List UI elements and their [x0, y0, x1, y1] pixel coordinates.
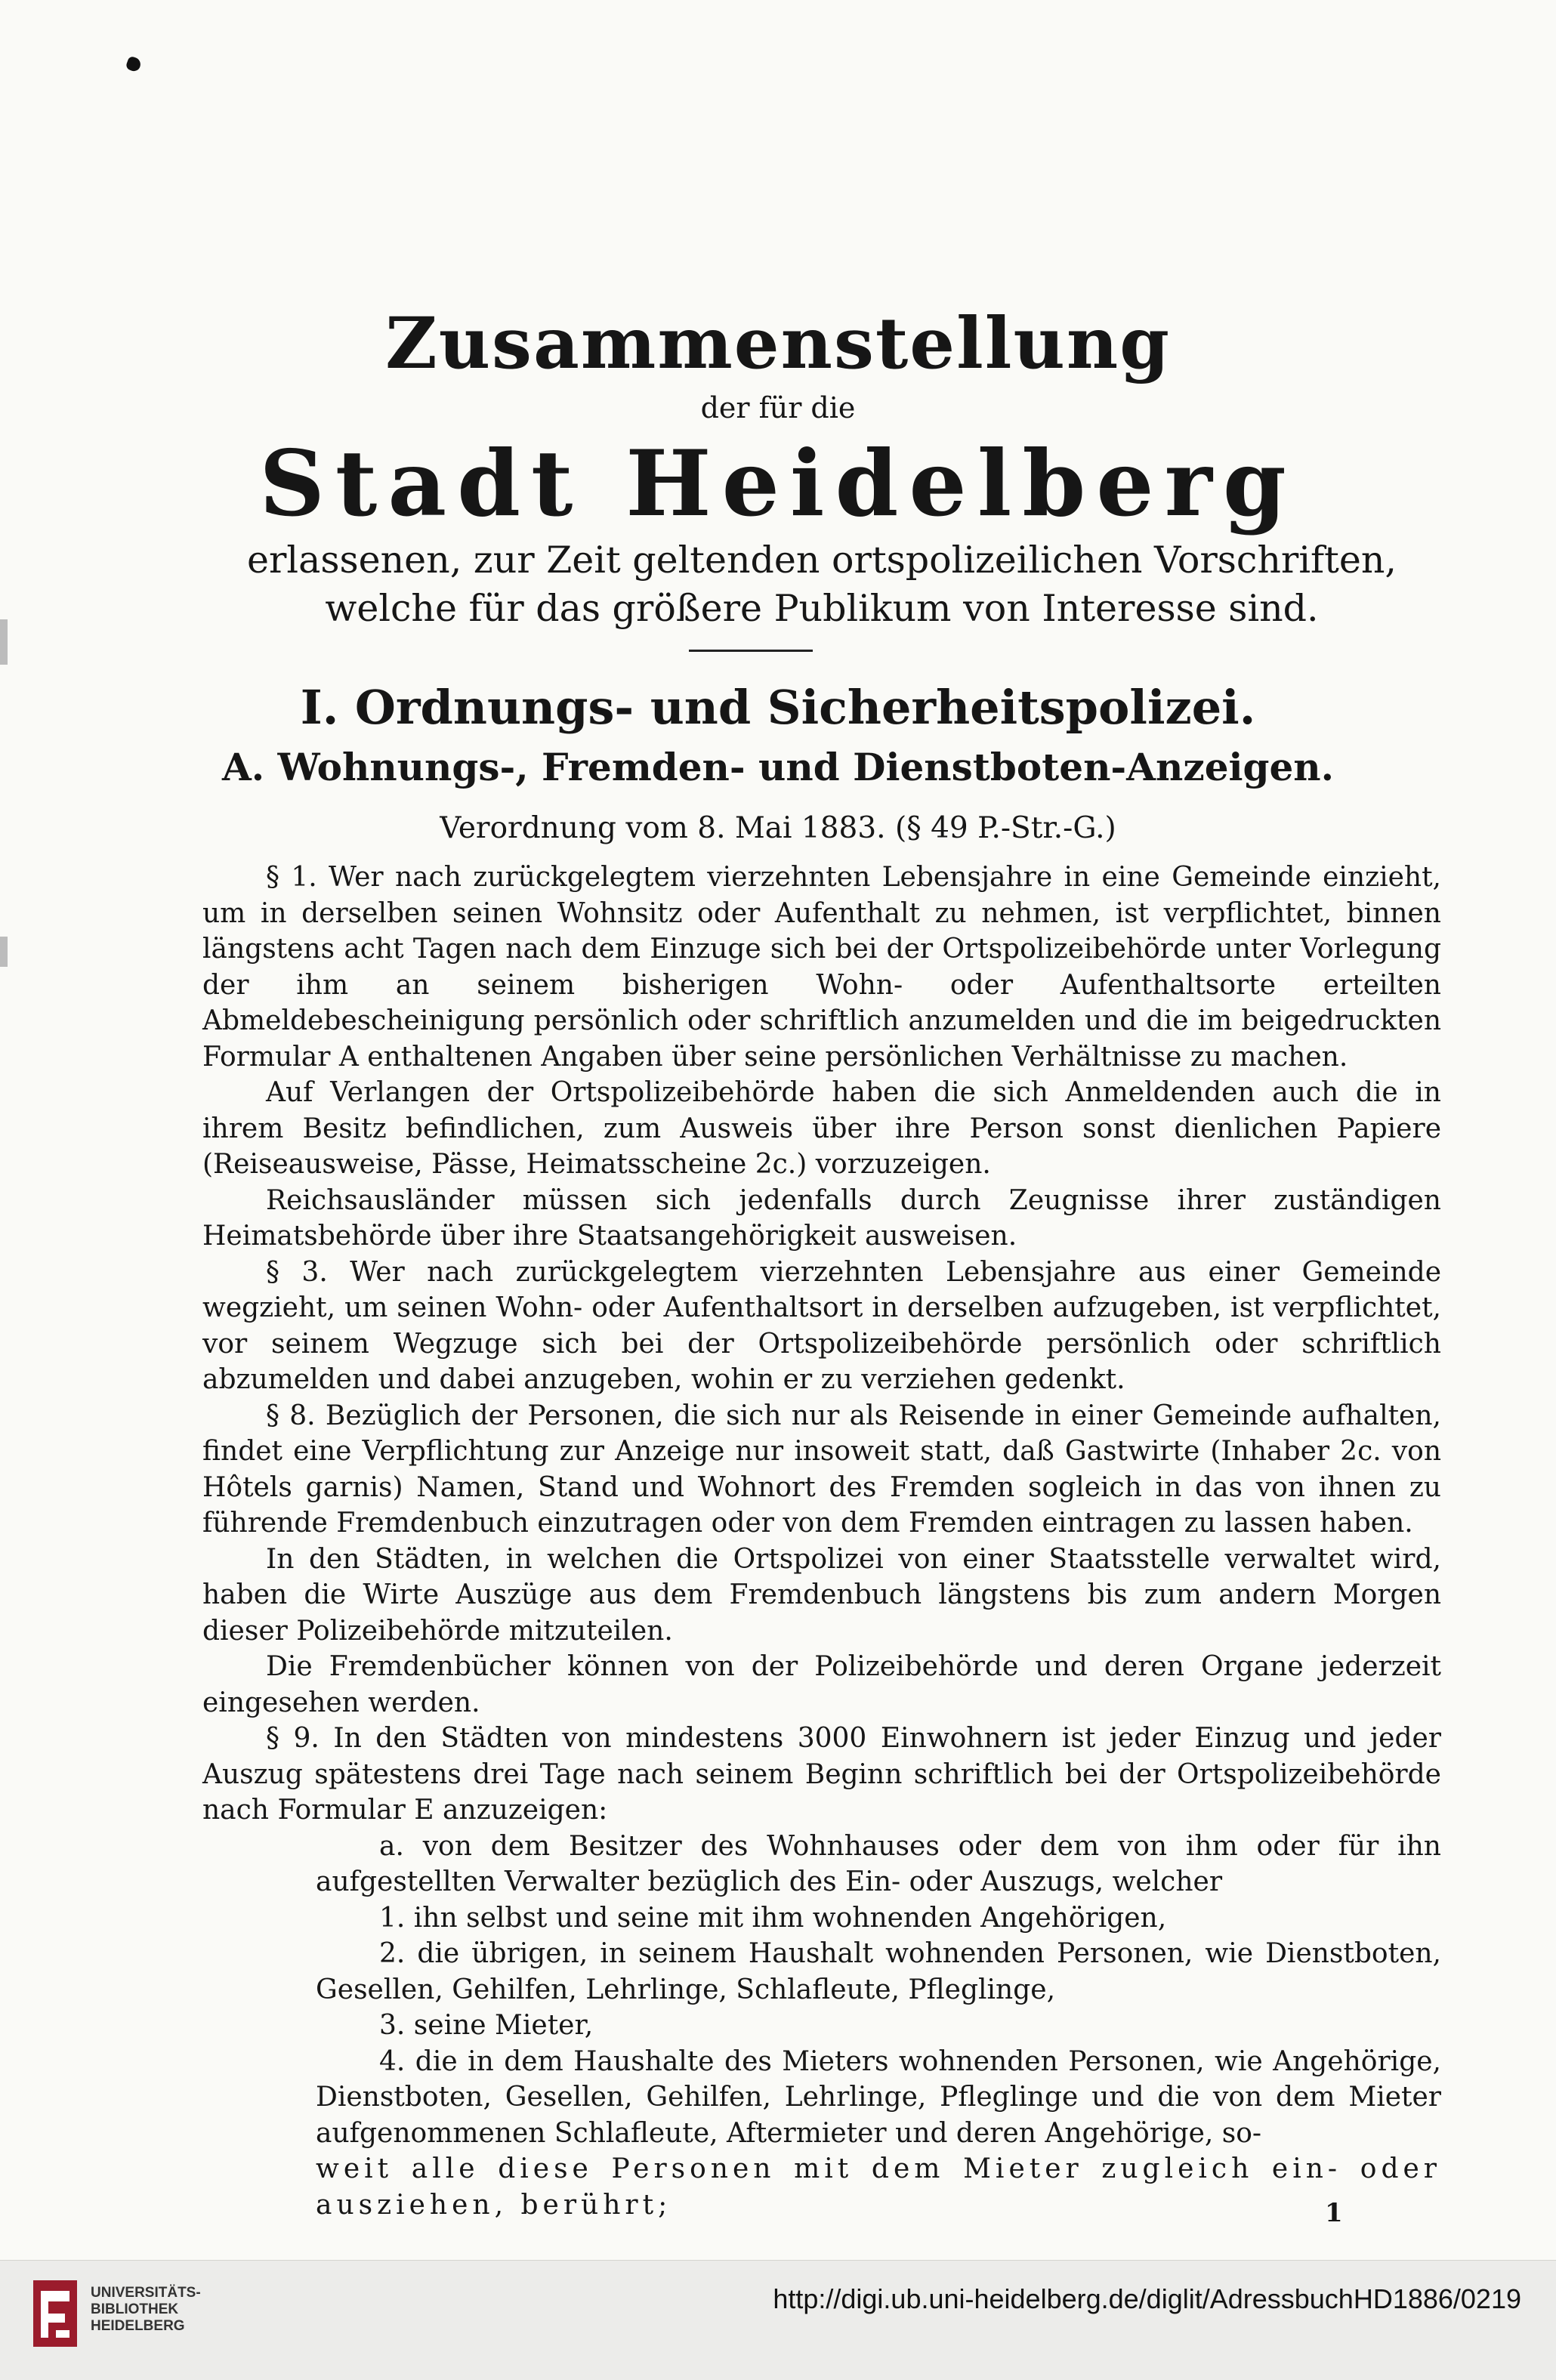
paragraph: § 8. Bezüglich der Personen, die sich nur als Reisende in einer Gemeinde aufhalten, findet eine Verpflichtung zur Anzeige nur insoweit statt, daß Gastwirte (Inhaber 2c. von Hôtels garnis) Namen, Stand und Wohnort des Fremden sogleich in das von ihnen zu führende Fremdenbuch einzutragen oder von dem Fremden eintragen zu lassen haben.	[202, 1400, 1441, 1539]
page-number: 1	[1325, 2198, 1343, 2228]
ink-speck	[125, 55, 142, 73]
list-item: 2. die übrigen, in seinem Haushalt wohnenden Personen, wie Dienstboten, Gesellen, Gehilfen, Lehrlinge, Schlafleute, Pfleglinge,	[316, 1938, 1441, 2005]
document-subtitle: der für die	[700, 391, 856, 424]
paragraph: § 3. Wer nach zurückgelegtem vierzehnten Lebensjahre aus einer Gemeinde wegzieht, um seinen Wohn- oder Aufenthaltsort in derselben aufzugeben, ist verpflichtet, vor seinem Wegzuge sich bei der Ortspolizeibehörde persönlich oder schriftlich abzumelden und dabei anzugeben, wohin er zu verziehen gedenkt.	[202, 1256, 1441, 1395]
subsection-heading: A. Wohnungs-, Fremden- und Dienstboten-Anzeigen.	[221, 745, 1335, 789]
list-item: 1. ihn selbst und seine mit ihm wohnenden Angehörigen,	[379, 1902, 1167, 1934]
list-item-continuation: weit alle diese Personen mit dem Mieter zugleich ein- oder ausziehen, berührt;	[316, 2153, 1441, 2221]
paragraph: In den Städten, in welchen die Ortspolizei von einer Staatsstelle verwaltet wird, haben die Wirte Auszüge aus dem Fremdenbuch längstens bis zum andern Morgen dieser Polizeibehörde mitzuteilen.	[202, 1543, 1441, 1647]
institution-name: UNIVERSITÄTS- BIBLIOTHEK HEIDELBERG	[91, 2285, 201, 2334]
paragraph: § 1. Wer nach zurückgelegtem vierzehnten Lebensjahre in eine Gemeinde einzieht, um in derselben seinen Wohnsitz oder Aufenthalt zu nehmen, ist verpflichtet, binnen längstens acht Tagen nach dem Einzuge sich bei der Ortspolizeibehörde unter Vorlegung der ihm an seinem bisherigen Wohn- oder Aufenthaltsorte erteilten Abmeldebescheinigung persönlich oder schriftlich anzumelden und die im beigedruckten Formular A enthaltenen Angaben über seine persönlichen Verhältnisse zu machen.	[202, 862, 1441, 1073]
document-title: Zusammenstellung	[385, 302, 1171, 385]
body-text	[202, 860, 1441, 2223]
list-item: 4. die in dem Haushalte des Mieters wohnenden Personen, wie Angehörige, Dienstboten, Gesellen, Gehilfen, Lehrlinge, Pfleglinge und die von dem Mieter aufgenommenen Schlafleute, Aftermieter und deren Angehörige, so-	[316, 2045, 1441, 2149]
intro-text: erlassenen, zur Zeit geltenden ortspolizeilichen Vorschriften, welche für das größere Publikum von Interesse sind.	[247, 539, 1397, 630]
library-logo-icon	[30, 2276, 80, 2351]
paragraph: Auf Verlangen der Ortspolizeibehörde haben die sich Anmeldenden auch die in ihrem Besitz befindlichen, zum Ausweis über ihre Person sonst dienlichen Papiere (Reiseausweise, Pässe, Heimatsscheine 2c.) vorzuzeigen.	[202, 1077, 1441, 1180]
paragraph: Reichsausländer müssen sich jedenfalls durch Zeugnisse ihrer zuständigen Heimatsbehörde über ihre Staatsangehörigkeit ausweisen.	[202, 1184, 1441, 1252]
ordinance-line: Verordnung vom 8. Mai 1883. (§ 49 P.-Str.-G.)	[440, 811, 1116, 845]
paragraph: Die Fremdenbücher können von der Polizeibehörde und deren Organe jederzeit eingesehen werden.	[202, 1651, 1441, 1718]
page-edge-mark	[0, 937, 8, 967]
source-url[interactable]: http://digi.ub.uni-heidelberg.de/diglit/AdressbuchHD1886/0219	[773, 2283, 1521, 2314]
page-edge-mark	[0, 619, 8, 665]
city-title: Stadt Heidelberg	[259, 431, 1297, 537]
divider	[689, 650, 813, 652]
footer-bar	[0, 2260, 1556, 2380]
section-heading: I. Ordnungs- und Sicherheitspolizei.	[300, 680, 1256, 735]
paragraph: § 9. In den Städten von mindestens 3000 Einwohnern ist jeder Einzug und jeder Auszug spätestens drei Tage nach seinem Beginn schriftlich bei der Ortspolizeibehörde nach Formular E anzuzeigen:	[202, 1723, 1441, 1826]
list-item: a. von dem Besitzer des Wohnhauses oder dem von ihm oder für ihn aufgestellten Verwalter bezüglich des Ein- oder Auszugs, welcher	[316, 1830, 1441, 1897]
list-item: 3. seine Mieter,	[379, 2010, 594, 2041]
